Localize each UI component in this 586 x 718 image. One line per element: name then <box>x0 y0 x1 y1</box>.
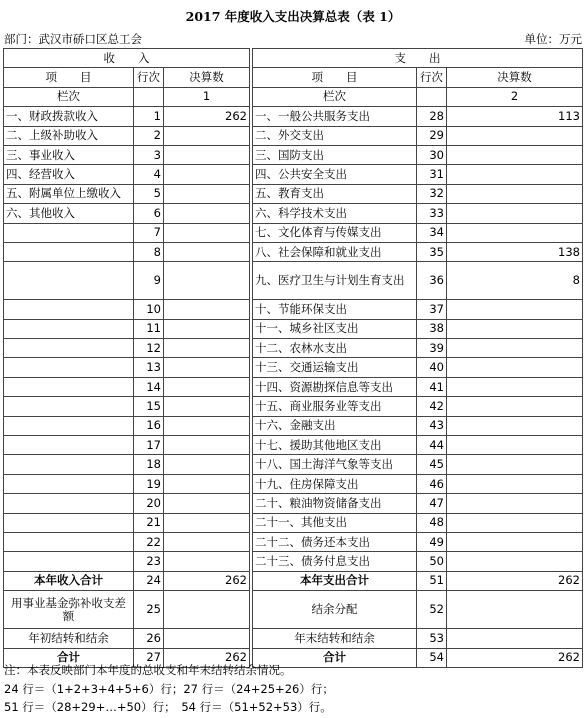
expense-item-cell: 三、国防支出 <box>253 145 417 164</box>
income-rowno-cell: 16 <box>134 416 164 435</box>
expense-amount-cell <box>447 552 583 571</box>
income-lan-label: 栏次 <box>4 87 134 106</box>
income-rowno-cell: 27 <box>134 648 164 667</box>
income-rowno-cell: 9 <box>134 262 164 300</box>
expense-amount-cell <box>447 145 583 164</box>
table-row <box>4 204 583 223</box>
income-amount-cell <box>164 165 250 184</box>
income-item-cell <box>4 242 134 261</box>
income-rowno-cell: 7 <box>134 223 164 242</box>
expense-lan-number: 2 <box>447 87 583 106</box>
income-item-cell <box>4 358 134 377</box>
income-item-cell <box>4 552 134 571</box>
expense-rowno-cell: 54 <box>417 648 447 667</box>
expense-item-cell: 四、公共安全支出 <box>253 165 417 184</box>
expense-amount-cell <box>447 204 583 223</box>
expense-amount-cell <box>447 300 583 319</box>
expense-rowno-cell: 28 <box>417 107 447 126</box>
table-row <box>4 532 583 551</box>
table-row <box>4 494 583 513</box>
income-rowno-cell: 1 <box>134 107 164 126</box>
expense-amount-cell <box>447 474 583 493</box>
income-rowno-cell: 22 <box>134 532 164 551</box>
expense-item-cell: 二十二、债务还本支出 <box>253 532 417 551</box>
expense-item-cell: 七、文化体育与传媒支出 <box>253 223 417 242</box>
table-row <box>4 319 583 338</box>
expense-amount-cell <box>447 184 583 203</box>
department-label: 部门：武汉市硚口区总工会 <box>4 32 142 46</box>
expense-amount-cell <box>447 629 583 648</box>
expense-item-cell: 二十、粮油物资储备支出 <box>253 494 417 513</box>
table-row <box>4 107 583 126</box>
expense-item-cell: 二十一、其他支出 <box>253 513 417 532</box>
expense-item-cell: 十八、国土海洋气象等支出 <box>253 455 417 474</box>
expense-amount-cell <box>447 513 583 532</box>
income-rowno-cell: 10 <box>134 300 164 319</box>
income-item-cell: 本年收入合计 <box>4 571 134 590</box>
income-rowno-header: 行次 <box>134 68 164 87</box>
income-rowno-cell: 2 <box>134 126 164 145</box>
lan-row <box>4 87 583 106</box>
income-amount-cell <box>164 552 250 571</box>
income-item-cell <box>4 223 134 242</box>
expense-amount-cell <box>447 397 583 416</box>
expense-item-cell: 九、医疗卫生与计划生育支出 <box>253 262 417 300</box>
expense-rowno-cell: 32 <box>417 184 447 203</box>
income-amount-cell <box>164 358 250 377</box>
expense-rowno-cell: 44 <box>417 436 447 455</box>
income-rowno-cell: 5 <box>134 184 164 203</box>
income-lan-number: 1 <box>164 87 250 106</box>
table-row <box>4 455 583 474</box>
income-item-cell: 二、上级补助收入 <box>4 126 134 145</box>
expense-rowno-cell: 45 <box>417 455 447 474</box>
income-amount-cell <box>164 532 250 551</box>
income-rowno-cell: 26 <box>134 629 164 648</box>
expense-item-cell: 十五、商业服务业等支出 <box>253 397 417 416</box>
table-row <box>4 474 583 493</box>
expense-lan-label: 栏次 <box>253 87 417 106</box>
expense-item-cell: 十一、城乡社区支出 <box>253 319 417 338</box>
expense-rowno-cell: 29 <box>417 126 447 145</box>
income-item-cell <box>4 436 134 455</box>
expense-item-cell: 结余分配 <box>253 591 417 629</box>
income-rowno-cell: 4 <box>134 165 164 184</box>
empty-cell <box>417 87 447 106</box>
income-item-cell: 六、其他收入 <box>4 204 134 223</box>
expense-item-cell: 本年支出合计 <box>253 571 417 590</box>
expense-item-cell: 十三、交通运输支出 <box>253 358 417 377</box>
income-amount-cell: 262 <box>164 648 250 667</box>
expense-item-cell: 一、一般公共服务支出 <box>253 107 417 126</box>
expense-item-cell: 十、节能环保支出 <box>253 300 417 319</box>
expense-rowno-cell: 41 <box>417 377 447 396</box>
expense-rowno-cell: 33 <box>417 204 447 223</box>
expense-amount-cell <box>447 319 583 338</box>
expense-item-header: 项 目 <box>253 68 417 87</box>
expense-amount-cell <box>447 223 583 242</box>
table-row <box>4 145 583 164</box>
expense-section-header: 支 出 <box>253 49 583 68</box>
expense-amount-cell <box>447 165 583 184</box>
income-item-cell <box>4 339 134 358</box>
expense-rowno-cell: 42 <box>417 397 447 416</box>
expense-amount-cell <box>447 126 583 145</box>
expense-rowno-cell: 43 <box>417 416 447 435</box>
income-amount-cell <box>164 436 250 455</box>
income-item-cell <box>4 513 134 532</box>
income-rowno-cell: 23 <box>134 552 164 571</box>
income-amount-cell <box>164 262 250 300</box>
expense-rowno-cell: 49 <box>417 532 447 551</box>
expense-rowno-header: 行次 <box>417 68 447 87</box>
income-rowno-cell: 21 <box>134 513 164 532</box>
expense-item-cell: 合计 <box>253 648 417 667</box>
table-row <box>4 358 583 377</box>
income-section-header: 收 入 <box>4 49 250 68</box>
income-item-cell: 合计 <box>4 648 134 667</box>
income-rowno-cell: 11 <box>134 319 164 338</box>
income-rowno-cell: 13 <box>134 358 164 377</box>
income-item-cell <box>4 300 134 319</box>
expense-item-cell: 二十三、债务付息支出 <box>253 552 417 571</box>
table-row <box>4 377 583 396</box>
unit-label: 单位：万元 <box>524 32 582 46</box>
income-amount-cell <box>164 377 250 396</box>
expense-amount-cell <box>447 591 583 629</box>
income-amount-cell <box>164 455 250 474</box>
expense-item-cell: 年末结转和结余 <box>253 629 417 648</box>
income-item-cell <box>4 494 134 513</box>
footnote-3: 51 行＝（28+29+…+50）行； 54 行＝（51+52+53）行。 <box>4 700 332 714</box>
expense-amount-cell: 8 <box>447 262 583 300</box>
income-item-cell <box>4 377 134 396</box>
expense-amount-cell <box>447 377 583 396</box>
expense-rowno-cell: 39 <box>417 339 447 358</box>
footnote-1: 注：本表反映部门本年度的总收支和年末结转结余情况。 <box>4 663 292 677</box>
table-row <box>4 262 583 300</box>
expense-item-cell: 十二、农林水支出 <box>253 339 417 358</box>
page-title: 2017 年度收入支出决算总表（表 1） <box>185 9 401 24</box>
income-item-cell: 一、财政拨款收入 <box>4 107 134 126</box>
expense-amount-header: 决算数 <box>447 68 583 87</box>
income-rowno-cell: 8 <box>134 242 164 261</box>
income-item-cell: 三、事业收入 <box>4 145 134 164</box>
expense-rowno-cell: 46 <box>417 474 447 493</box>
income-rowno-cell: 14 <box>134 377 164 396</box>
income-item-cell: 年初结转和结余 <box>4 629 134 648</box>
income-amount-cell: 262 <box>164 571 250 590</box>
table-row <box>4 223 583 242</box>
expense-amount-cell <box>447 532 583 551</box>
expense-amount-cell <box>447 339 583 358</box>
expense-rowno-cell: 38 <box>417 319 447 338</box>
expense-item-cell: 十七、援助其他地区支出 <box>253 436 417 455</box>
income-amount-cell <box>164 242 250 261</box>
income-item-cell <box>4 474 134 493</box>
income-amount-cell <box>164 300 250 319</box>
income-amount-cell <box>164 397 250 416</box>
summary-row <box>4 591 583 629</box>
income-rowno-cell: 25 <box>134 591 164 629</box>
expense-rowno-cell: 51 <box>417 571 447 590</box>
income-item-cell: 五、附属单位上缴收入 <box>4 184 134 203</box>
expense-rowno-cell: 50 <box>417 552 447 571</box>
expense-amount-cell: 113 <box>447 107 583 126</box>
income-item-cell <box>4 262 134 300</box>
expense-rowno-cell: 37 <box>417 300 447 319</box>
income-item-cell <box>4 416 134 435</box>
expense-rowno-cell: 36 <box>417 262 447 300</box>
income-amount-cell <box>164 416 250 435</box>
budget-table <box>3 48 583 668</box>
expense-item-cell: 十六、金融支出 <box>253 416 417 435</box>
income-amount-cell <box>164 184 250 203</box>
expense-rowno-cell: 35 <box>417 242 447 261</box>
income-amount-cell <box>164 629 250 648</box>
income-rowno-cell: 19 <box>134 474 164 493</box>
table-row <box>4 416 583 435</box>
expense-rowno-cell: 30 <box>417 145 447 164</box>
income-amount-header: 决算数 <box>164 68 250 87</box>
expense-rowno-cell: 48 <box>417 513 447 532</box>
income-amount-cell <box>164 319 250 338</box>
income-item-cell <box>4 532 134 551</box>
income-rowno-cell: 12 <box>134 339 164 358</box>
table-row <box>4 242 583 261</box>
empty-cell <box>134 87 164 106</box>
table-row <box>4 552 583 571</box>
income-amount-cell <box>164 513 250 532</box>
table-row <box>4 397 583 416</box>
income-amount-cell <box>164 204 250 223</box>
summary-row <box>4 571 583 590</box>
income-rowno-cell: 24 <box>134 571 164 590</box>
income-amount-cell <box>164 474 250 493</box>
income-amount-cell <box>164 494 250 513</box>
footnote-2: 24 行＝（1+2+3+4+5+6）行；27 行＝（24+25+26）行； <box>4 681 334 696</box>
table-row <box>4 126 583 145</box>
income-amount-cell <box>164 591 250 629</box>
income-item-cell: 四、经营收入 <box>4 165 134 184</box>
expense-amount-cell: 138 <box>447 242 583 261</box>
expense-amount-cell <box>447 358 583 377</box>
table-row <box>4 184 583 203</box>
expense-item-cell: 十九、住房保障支出 <box>253 474 417 493</box>
table-row <box>4 300 583 319</box>
income-item-cell <box>4 397 134 416</box>
expense-item-cell: 二、外交支出 <box>253 126 417 145</box>
income-rowno-cell: 20 <box>134 494 164 513</box>
table-row <box>4 513 583 532</box>
income-rowno-cell: 17 <box>134 436 164 455</box>
table-row <box>4 339 583 358</box>
expense-amount-cell <box>447 436 583 455</box>
income-amount-cell <box>164 145 250 164</box>
income-item-header: 项 目 <box>4 68 134 87</box>
expense-amount-cell: 262 <box>447 571 583 590</box>
expense-amount-cell: 262 <box>447 648 583 667</box>
income-item-cell: 用事业基金弥补收支差额 <box>4 591 134 629</box>
expense-rowno-cell: 31 <box>417 165 447 184</box>
income-amount-cell <box>164 339 250 358</box>
table-row <box>4 165 583 184</box>
expense-rowno-cell: 52 <box>417 591 447 629</box>
footnotes <box>4 661 334 717</box>
summary-row <box>4 629 583 648</box>
income-amount-cell <box>164 223 250 242</box>
income-item-cell <box>4 455 134 474</box>
expense-rowno-cell: 53 <box>417 629 447 648</box>
expense-item-cell: 六、科学技术支出 <box>253 204 417 223</box>
section-header-row <box>4 49 583 68</box>
expense-item-cell: 五、教育支出 <box>253 184 417 203</box>
expense-amount-cell <box>447 494 583 513</box>
income-amount-cell: 262 <box>164 107 250 126</box>
table-row <box>4 436 583 455</box>
expense-amount-cell <box>447 416 583 435</box>
income-rowno-cell: 3 <box>134 145 164 164</box>
expense-rowno-cell: 47 <box>417 494 447 513</box>
income-item-cell <box>4 319 134 338</box>
expense-item-cell: 八、社会保障和就业支出 <box>253 242 417 261</box>
income-rowno-cell: 6 <box>134 204 164 223</box>
column-header-row <box>4 68 583 87</box>
income-amount-cell <box>164 126 250 145</box>
income-rowno-cell: 15 <box>134 397 164 416</box>
expense-rowno-cell: 34 <box>417 223 447 242</box>
income-rowno-cell: 18 <box>134 455 164 474</box>
expense-rowno-cell: 40 <box>417 358 447 377</box>
expense-item-cell: 十四、资源勘探信息等支出 <box>253 377 417 396</box>
expense-amount-cell <box>447 455 583 474</box>
